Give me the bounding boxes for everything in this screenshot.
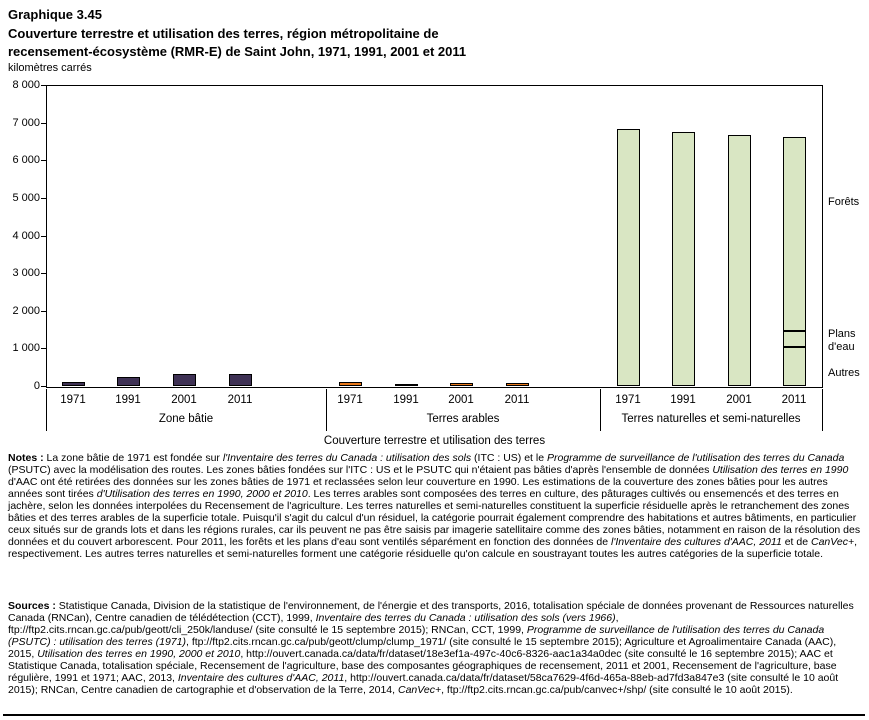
y-tick-label-7-000: 7 000 xyxy=(12,117,40,129)
text-segment: l'Inventaire des terres du Canada : utilisation des sols xyxy=(222,452,472,464)
text-segment: Utilisation des terres en 1990 xyxy=(712,464,849,476)
bar-terres-arables-2001 xyxy=(450,383,473,386)
y-tick-label-3-000: 3 000 xyxy=(12,267,40,279)
x-tick-terres-naturelles-et-semi-naturelles-1971: 1971 xyxy=(615,394,641,406)
text-segment: Sources : xyxy=(8,600,59,612)
text-segment: d'AAC ont été retirées des données sur les zones bâties de 1971 et reclassées selon leur couverture en 1990. Les estimations de la couverture des zones bâties pour les autres années sont tirées xyxy=(8,476,828,500)
x-tick-zone-batie-2011: 2011 xyxy=(227,394,253,406)
bar-terres-naturelles-et-semi-naturelles-2001 xyxy=(728,135,751,386)
text-segment: , http://ouvert.canada.ca/data/fr/dataset/58ca7629-4f6d-465a-88eb-ad7fd3a847e3 (site consulté le 10 août 2015); RNCan, Centre canadien de cartographie et d'observation de la Terre, 2014, xyxy=(8,672,839,696)
text-segment: et de xyxy=(781,536,811,548)
y-tick-mark xyxy=(41,348,46,349)
y-tick-label-6-000: 6 000 xyxy=(12,154,40,166)
bar-segment-terres-naturelles-et-semi-naturelles-2011-autres xyxy=(783,347,806,386)
y-tick-label-0: 0 xyxy=(33,380,40,392)
group-label-terres-arables: Terres arables xyxy=(426,413,500,425)
text-segment: Programme de surveillance de l'utilisation des terres du Canada (PSUTC) : utilisation des terres (1971) xyxy=(8,624,825,648)
y-tick-label-5-000: 5 000 xyxy=(12,192,40,204)
text-segment: Utilisation des terres en 1990, 2000 et 2010 xyxy=(37,648,241,660)
bars-container xyxy=(46,85,821,386)
x-tick-terres-naturelles-et-semi-naturelles-2001: 2001 xyxy=(726,394,752,406)
text-segment: , ftp://ftp2.cits.rncan.gc.ca/pub/geott/cli_250k/landuse/ (site consulté le 15 septembre 2015); RNCan, CCT, 1999, xyxy=(8,612,619,636)
x-tick-terres-arables-2011: 2011 xyxy=(504,394,530,406)
bar-terres-arables-2011 xyxy=(506,383,529,386)
bottom-rule xyxy=(3,714,865,716)
text-segment: CanVec+ xyxy=(811,536,855,548)
y-axis-units-label: kilomètres carrés xyxy=(8,62,92,74)
text-segment: Inventaire des terres du Canada : utilisation des sols (vers 1966) xyxy=(315,612,616,624)
right-label-autres: Autres xyxy=(828,367,860,379)
right-label-forets: Forêts xyxy=(828,196,860,208)
y-tick-mark xyxy=(41,386,46,387)
x-tick-terres-naturelles-et-semi-naturelles-2011: 2011 xyxy=(781,394,807,406)
y-tick-mark xyxy=(41,123,46,124)
y-tick-label-4-000: 4 000 xyxy=(12,230,40,242)
x-tick-terres-naturelles-et-semi-naturelles-1991: 1991 xyxy=(670,394,696,406)
bar-terres-naturelles-et-semi-naturelles-1991 xyxy=(672,132,695,386)
bar-zone-batie-1991 xyxy=(117,377,140,386)
bar-zone-batie-1971 xyxy=(62,382,85,386)
group-label-terres-naturelles-et-semi-naturelles: Terres naturelles et semi-naturelles xyxy=(621,413,801,425)
y-tick-mark xyxy=(41,198,46,199)
y-tick-label-8-000: 8 000 xyxy=(12,79,40,91)
text-segment: l'Inventaire des cultures d'AAC, 2011 xyxy=(611,536,782,548)
x-axis-title: Couverture terrestre et utilisation des terres xyxy=(323,435,546,447)
y-tick-mark xyxy=(41,273,46,274)
notes-text xyxy=(8,452,865,560)
text-segment: Programme de surveillance de l'utilisation des terres du Canada xyxy=(546,452,845,464)
x-tick-zone-batie-2001: 2001 xyxy=(171,394,197,406)
chart-title-line2: recensement-écosystème (RMR-E) de Saint John, 1971, 1991, 2001 et 2011 xyxy=(8,44,467,59)
text-segment: , ftp://ftp2.cits.rncan.gc.ca/pub/geott/clump/clump_1971/ (site consulté le 15 septembre 2015); Agriculture et Agroalimentaire Canada (AAC), 2015, xyxy=(8,636,837,660)
text-segment: . Les terres arables sont composées des terres en culture, des pâturages cultivés ou ensemencés et des terres en jachère, selon les données interpolées du Recensement de l'agriculture. Les terres naturelles et semi-naturelles constituent la superficie résiduelle après le retranchement des zones bâties et des terres arables de la superficie totale. Puisqu'il s'agit du calcul d'un résiduel, la catégorie pourrait également comprendre des habitations et autres bâtiments, en particulier ceux situés sur de grands lots et dans les régions rurales, car ils peuvent ne pas être saisis par imagerie satellitaire comme des zones bâties, notamment en raison de la résolution des données et du couvert arborescent. Pour 2011, les forêts et les plans d'eau sont ventilés séparément en fonction des données de xyxy=(8,488,861,548)
x-tick-terres-arables-1991: 1991 xyxy=(393,394,419,406)
text-segment: Notes : xyxy=(8,452,47,464)
x-tick-terres-arables-2001: 2001 xyxy=(448,394,474,406)
bar-terres-naturelles-et-semi-naturelles-1971 xyxy=(617,129,640,386)
text-segment: d'Utilisation des terres en 1990, 2000 et 2010 xyxy=(96,488,308,500)
y-tick-mark xyxy=(41,236,46,237)
y-tick-label-2-000: 2 000 xyxy=(12,305,40,317)
text-segment: , http://ouvert.canada.ca/data/fr/dataset/18e3ef1a-497c-40c6-8326-aac1a34a0dec (site consulté le 16 septembre 2015); AAC et Statistique Canada, totalisation spéciale, Recensement de l'agriculture, base des composantes géographiques de recensement, 2011 et 2001, Recensement de l'agriculture, base régulière, 1991 et 1971; AAC, 2013, xyxy=(8,648,837,684)
text-segment: La zone bâtie de 1971 est fondée sur xyxy=(46,452,223,464)
bar-segment-terres-naturelles-et-semi-naturelles-2011-forets xyxy=(783,137,806,331)
bar-zone-batie-2011 xyxy=(229,374,252,386)
text-segment: , respectivement. Les autres terres naturelles et semi-naturelles forment une catégorie résiduelle qu'on calcule en soustrayant toutes les autres catégories de la superficie totale. xyxy=(8,536,858,560)
y-tick-label-1-000: 1 000 xyxy=(12,342,40,354)
y-tick-mark xyxy=(41,85,46,86)
x-tick-zone-batie-1971: 1971 xyxy=(60,394,86,406)
right-label-plans-d-eau: Plans d'eau xyxy=(828,328,856,353)
text-segment: , ftp://ftp2.cits.rncan.gc.ca/pub/canvec+/shp/ (site consulté le 10 août 2015). xyxy=(441,684,793,696)
text-segment: Inventaire des cultures d'AAC, 2011 xyxy=(177,672,345,684)
text-segment: (ITC : US) et le xyxy=(471,452,547,464)
y-tick-mark xyxy=(41,160,46,161)
x-tick-zone-batie-1991: 1991 xyxy=(115,394,141,406)
bar-terres-arables-1991 xyxy=(395,384,418,386)
x-tick-terres-arables-1971: 1971 xyxy=(337,394,363,406)
bar-zone-batie-2001 xyxy=(173,374,196,386)
text-segment: (PSUTC) avec la modélisation des routes. Les zones bâties fondées sur l'ITC : US et le PSUTC qui n'étaient pas bâties d'après l'ensemble de données xyxy=(8,464,713,476)
bar-segment-terres-naturelles-et-semi-naturelles-2011-plans-d-eau xyxy=(783,331,806,347)
group-label-zone-batie: Zone bâtie xyxy=(158,413,214,425)
y-tick-mark xyxy=(41,311,46,312)
chart-title-line1: Couverture terrestre et utilisation des terres, région métropolitaine de xyxy=(8,26,439,41)
chart-header xyxy=(8,6,668,61)
sources-text xyxy=(8,600,865,696)
text-segment: Statistique Canada, Division de la statistique de l'environnement, de l'énergie et des transports, 2016, totalisation spéciale de données provenant de Ressources naturelles Canada (RNCan), Centre canadien de télédétection (CCT), 1999, xyxy=(8,600,854,624)
bar-terres-arables-1971 xyxy=(339,382,362,386)
text-segment: CanVec+ xyxy=(397,684,442,696)
graph-number: Graphique 3.45 xyxy=(8,7,102,22)
